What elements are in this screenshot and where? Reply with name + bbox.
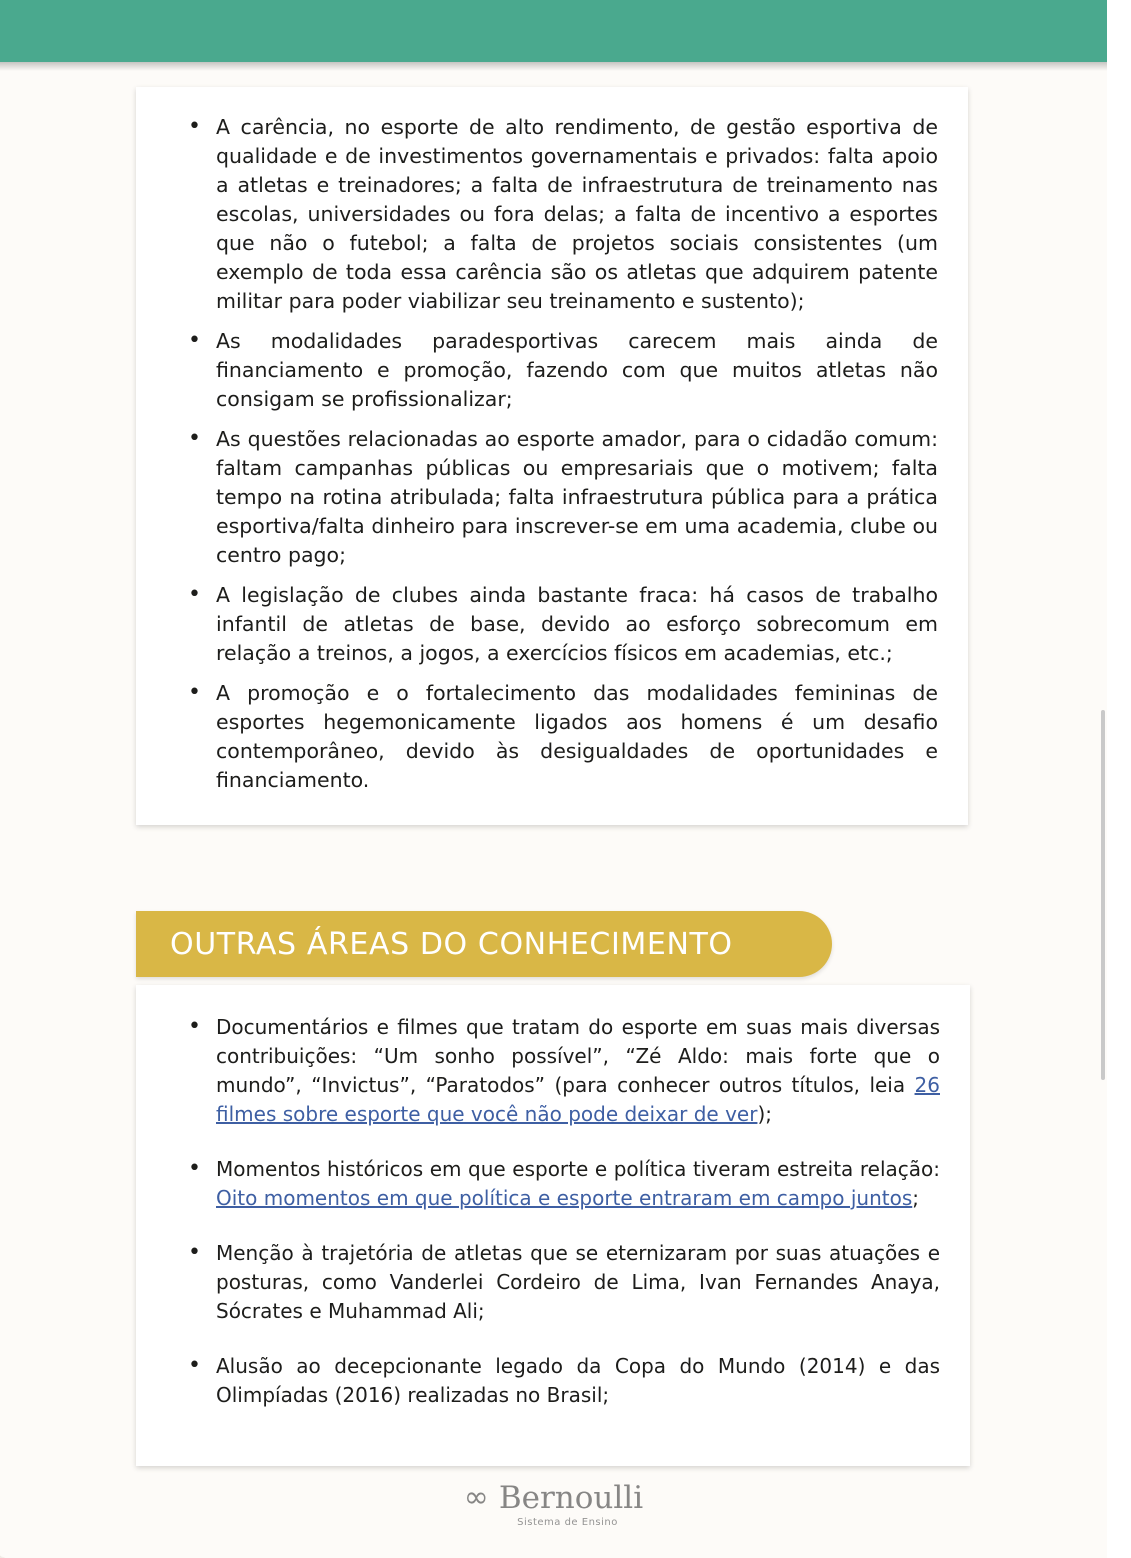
list-item	[166, 1155, 940, 1213]
top-band-shadow	[0, 62, 1107, 71]
list-item: • As modalidades paradesportivas carecem mais ainda de financiamento e promoção, fazendo com que muitos atletas não consigam se profissionalizar;	[166, 327, 938, 414]
bullet-list-top	[166, 113, 938, 795]
reference-link[interactable]: Oito momentos em que política e esporte entraram em campo juntos	[216, 1186, 913, 1210]
list-item	[166, 1013, 940, 1129]
list-item-text: Alusão ao decepcionante legado da Copa do Mundo (2014) e das Olimpíadas (2016) realizadas no Brasil;	[216, 1354, 940, 1407]
section-heading	[136, 911, 832, 977]
list-item-text: Momentos históricos em que esporte e política tiveram estreita relação:	[216, 1157, 940, 1181]
list-item: • A promoção e o fortalecimento das modalidades femininas de esportes hegemonicamente ligados aos homens é um desafio contemporâneo, devido às desigualdades de oportunidades e financiamento.	[166, 679, 938, 795]
list-item	[166, 1352, 940, 1410]
list-item-text: Documentários e filmes que tratam do esporte em suas mais diversas contribuições: “Um sonho possível”, “Zé Aldo: mais forte que o mundo”, “Invictus”, “Paratodos” (para conhecer outros títulos, leia	[216, 1015, 940, 1097]
list-item-text-tail: );	[757, 1102, 772, 1126]
bullet-list-bottom	[166, 1013, 940, 1410]
list-item	[166, 1239, 940, 1326]
list-item: • A carência, no esporte de alto rendimento, de gestão esportiva de qualidade e de investimentos governamentais e privados: falta apoio a atletas e treinadores; a falta de infraestrutura de treinamento nas escolas, universidades ou fora delas; a falta de incentivo a esportes que não o futebol; a falta de projetos sociais consistentes (um exemplo de toda essa carência são os atletas que adquirem patente militar para poder viabilizar seu treinamento e sustento);	[166, 113, 938, 316]
bullet-card-top	[136, 87, 968, 825]
right-page-edge	[1107, 0, 1131, 1558]
page-footer	[0, 1480, 1107, 1528]
section-heading-pill	[136, 911, 832, 977]
brand-name: Bernoulli	[498, 1480, 644, 1516]
section-title: OUTRAS ÁREAS DO CONHECIMENTO	[170, 926, 733, 962]
document-content	[0, 71, 1107, 1466]
reference-link[interactable]: 26 filmes sobre esporte que você não pode deixar de ver	[216, 1073, 940, 1126]
scrollbar[interactable]	[1101, 710, 1105, 1080]
top-green-band	[0, 0, 1107, 62]
brand-logo	[464, 1480, 643, 1516]
list-item: • As questões relacionadas ao esporte amador, para o cidadão comum: faltam campanhas públicas ou empresariais que o motivem; falta tempo na rotina atribulada; falta infraestrutura pública para a prática esportiva/falta dinheiro para inscrever-se em uma academia, clube ou centro pago;	[166, 425, 938, 570]
list-item-text: Menção à trajetória de atletas que se eternizaram por suas atuações e posturas, como Vanderlei Cordeiro de Lima, Ivan Fernandes Anaya, Sócrates e Muhammad Ali;	[216, 1241, 940, 1323]
brand-tagline: Sistema de Ensino	[517, 1517, 618, 1528]
list-item-text-tail: ;	[912, 1186, 919, 1210]
bullet-card-bottom	[136, 985, 970, 1466]
list-item: • A legislação de clubes ainda bastante fraca: há casos de trabalho infantil de atletas de base, devido ao esforço sobrecomum em relação a treinos, a jogos, a exercícios físicos em academias, etc.;	[166, 581, 938, 668]
infinity-icon: ∞	[463, 1480, 489, 1515]
